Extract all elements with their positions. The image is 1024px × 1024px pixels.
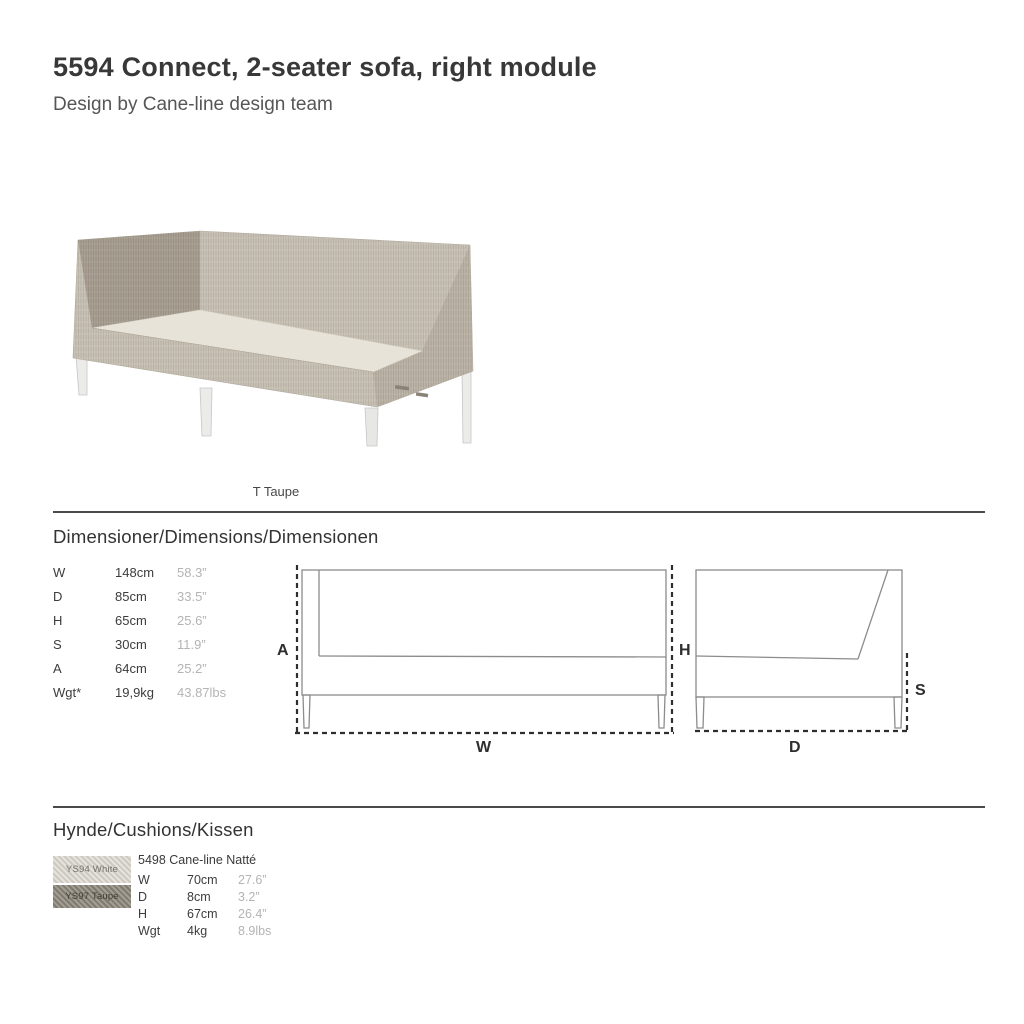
dim-metric: 19,9kg (115, 684, 155, 700)
table-row (53, 584, 226, 608)
dim-label: W (53, 564, 66, 580)
cushion-imperial: 3.2” (238, 889, 260, 904)
front-view-diagram (280, 556, 695, 766)
cushion-label: H (138, 906, 148, 921)
cushion-metric: 67cm (187, 906, 218, 921)
fabric-swatch-white (53, 856, 131, 883)
dim-imperial: 58.3” (177, 564, 207, 580)
dim-label: H (53, 612, 63, 628)
dim-imperial: 25.2” (177, 660, 207, 676)
dim-imperial: 25.6” (177, 612, 207, 628)
dim-imperial: 43.87lbs (177, 684, 227, 700)
table-row (138, 922, 271, 939)
diagram-label-depth: D (789, 739, 801, 756)
fabric-swatch-taupe (53, 885, 131, 908)
table-row (53, 656, 226, 680)
dim-metric: 65cm (115, 612, 147, 628)
dimensions-table (53, 560, 226, 704)
table-row (138, 871, 271, 888)
diagram-label-width: W (476, 739, 492, 756)
swatch-label: YS94 White (65, 864, 119, 875)
table-row (53, 560, 226, 584)
side-view-diagram (690, 556, 940, 766)
table-row (53, 680, 226, 704)
diagram-label-height: H (679, 642, 691, 659)
cushions-table (138, 853, 271, 939)
dimensions-section-title: Dimensioner/Dimensions/Dimensionen (53, 526, 379, 547)
cushion-imperial: 8.9lbs (238, 923, 272, 938)
cushion-imperial: 26.4” (238, 906, 267, 921)
section-divider (53, 806, 985, 808)
dim-label: S (53, 636, 62, 652)
dim-imperial: 33.5” (177, 588, 207, 604)
dim-metric: 30cm (115, 636, 147, 652)
cushions-section-title: Hynde/Cushions/Kissen (53, 819, 254, 840)
cushion-metric: 8cm (187, 889, 211, 904)
dim-metric: 85cm (115, 588, 147, 604)
cushion-label: Wgt (138, 923, 161, 938)
dim-imperial: 11.9” (177, 636, 206, 652)
diagram-label-arm-height: A (277, 642, 289, 659)
cushion-label: D (138, 889, 148, 904)
dim-label: D (53, 588, 63, 604)
section-divider (53, 511, 985, 513)
cushion-imperial: 27.6” (238, 872, 267, 887)
table-row (138, 888, 271, 905)
dim-metric: 64cm (115, 660, 147, 676)
product-color-caption: T Taupe (252, 484, 300, 499)
page-title: 5594 Connect, 2-seater sofa, right module (53, 52, 597, 82)
cushion-metric: 70cm (187, 872, 218, 887)
page-subtitle: Design by Cane-line design team (53, 94, 333, 115)
cushion-label: W (138, 872, 150, 887)
dim-metric: 148cm (115, 564, 155, 580)
table-row (53, 632, 226, 656)
cushion-fabric-name: 5498 Cane-line Natté (138, 853, 257, 867)
swatch-label: YS97 Taupe (65, 891, 119, 902)
table-row (53, 608, 226, 632)
table-row (138, 905, 271, 922)
diagram-label-seat-height: S (915, 682, 926, 699)
dim-label: A (53, 660, 62, 676)
cushion-metric: 4kg (187, 923, 208, 938)
dim-label: Wgt* (53, 684, 82, 700)
product-photo-sofa (70, 223, 475, 453)
